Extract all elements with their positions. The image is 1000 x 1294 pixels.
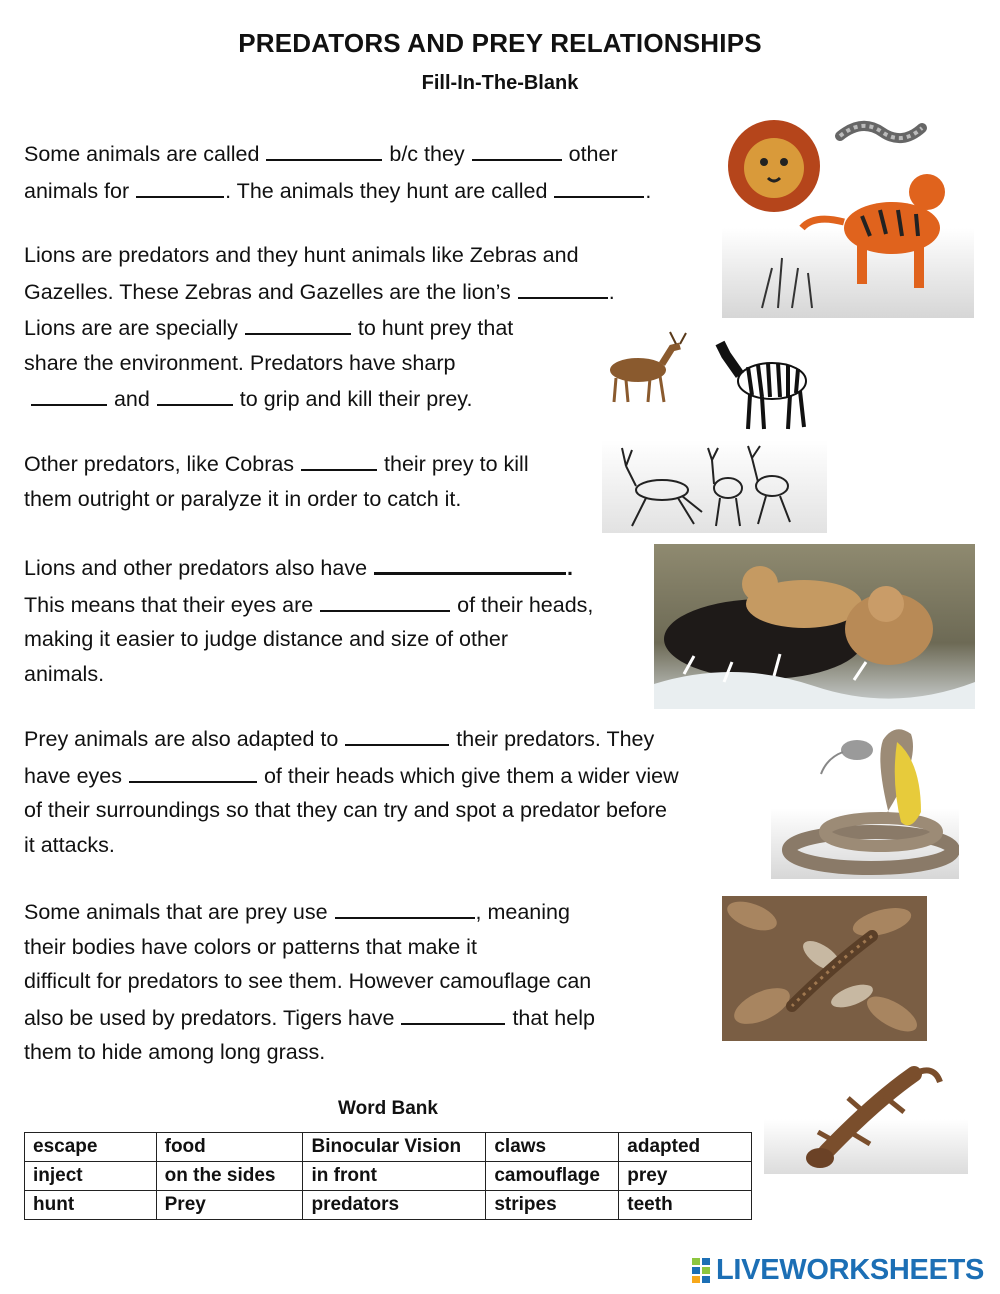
blank-escape[interactable]	[345, 720, 449, 746]
word-bank-title: Word Bank	[338, 1098, 438, 1119]
paragraph-binocular	[24, 548, 593, 691]
text: , meaning	[475, 900, 570, 924]
text: Some animals that are prey use	[24, 900, 334, 924]
text: Lions are are specially	[24, 316, 244, 340]
blank-teeth[interactable]	[31, 380, 107, 406]
word-bank-cell: in front	[303, 1162, 486, 1191]
paragraph-prey-eyes	[24, 720, 679, 862]
text: Other predators, like Cobras	[24, 452, 301, 476]
logo-icon	[692, 1256, 712, 1284]
blank-hunt[interactable]	[472, 135, 562, 161]
word-bank-cell: stripes	[486, 1191, 619, 1220]
paragraph-cobras	[24, 445, 529, 516]
paragraph-intro	[24, 135, 651, 208]
text: their predators. They	[450, 727, 655, 751]
lions-attack-photo	[654, 544, 975, 709]
text: .	[645, 178, 652, 203]
text: and	[107, 387, 156, 411]
text: their prey to kill	[378, 452, 529, 476]
word-bank-cell: hunt	[25, 1191, 157, 1220]
blank-on-the-sides[interactable]	[129, 757, 257, 783]
text: that help	[506, 1005, 595, 1030]
blank-prey[interactable]	[554, 172, 644, 198]
text: Lions and other predators also have	[24, 556, 374, 580]
text: of their heads,	[451, 592, 594, 617]
page-title: PREDATORS AND PREY RELATIONSHIPS	[238, 28, 762, 58]
brand-name: LIVEWORKSHEETS	[716, 1253, 985, 1286]
text: animals.	[24, 661, 105, 686]
text: Some animals are called	[24, 142, 266, 166]
blank-adapted[interactable]	[245, 309, 351, 335]
blank-predators[interactable]	[266, 135, 382, 161]
text: Gazelles. These Zebras and Gazelles are the lion’s	[24, 279, 517, 304]
word-bank-cell: adapted	[619, 1133, 752, 1162]
table-row	[25, 1162, 752, 1191]
lion-tiger-snake-image	[722, 118, 974, 318]
blank-claws[interactable]	[157, 380, 233, 406]
word-bank-cell: on the sides	[156, 1162, 303, 1191]
blank-food[interactable]	[136, 172, 224, 198]
camouflaged-gecko-photo	[722, 896, 927, 1041]
text: difficult for predators to see them. However camouflage can	[24, 969, 592, 993]
text: it attacks.	[24, 832, 115, 857]
text: them to hide among long grass.	[24, 1040, 326, 1064]
word-bank-cell: Prey	[156, 1191, 303, 1220]
gazelle-image	[600, 330, 695, 405]
liveworksheets-logo[interactable]	[692, 1252, 984, 1288]
word-bank-cell: inject	[25, 1162, 157, 1191]
text: Lions are predators and they hunt animals like Zebras and	[24, 243, 579, 267]
paragraph-lions	[24, 238, 615, 417]
table-row	[25, 1133, 752, 1162]
text: to hunt prey that	[351, 316, 514, 340]
word-bank-cell: predators	[303, 1191, 486, 1220]
word-bank-cell: teeth	[619, 1191, 752, 1220]
zebra-image	[712, 333, 824, 433]
gecko-image	[764, 1052, 968, 1174]
page-subtitle: Fill-In-The-Blank	[421, 72, 579, 94]
text: have eyes	[24, 763, 128, 788]
text: them outright or paralyze it in order to catch it.	[24, 486, 462, 511]
word-bank-cell: claws	[486, 1133, 619, 1162]
text: to grip and kill their prey.	[233, 387, 473, 411]
blank-camouflage[interactable]	[335, 893, 475, 919]
blank-inject[interactable]	[301, 445, 377, 471]
text: b/c they	[383, 142, 471, 166]
text: of their heads which give them a wider view	[257, 763, 679, 788]
text: Prey animals are also adapted to	[24, 727, 345, 751]
text: other	[562, 142, 618, 166]
text: . The animals they hunt are called	[225, 178, 554, 203]
text: share the environment. Predators have sharp	[24, 350, 456, 375]
word-bank-cell: prey	[619, 1162, 752, 1191]
text: This means that their eyes are	[24, 592, 320, 617]
text: making it easier to judge distance and size of other	[24, 627, 509, 651]
text: their bodies have colors or patterns that make it	[24, 934, 477, 959]
text: .	[567, 556, 573, 580]
text: of their surroundings so that they can try and spot a predator before	[24, 798, 667, 822]
blank-binocular-vision[interactable]	[374, 548, 566, 575]
word-bank-table	[24, 1132, 752, 1220]
word-bank-cell: food	[156, 1133, 303, 1162]
text: also be used by predators. Tigers have	[24, 1005, 401, 1030]
gazelles-sketch-image	[602, 440, 827, 533]
blank-in-front[interactable]	[320, 586, 450, 612]
cobra-mouse-image	[771, 722, 959, 879]
word-bank-cell: camouflage	[486, 1162, 619, 1191]
blank-stripes[interactable]	[401, 999, 505, 1025]
word-bank-cell: Binocular Vision	[303, 1133, 486, 1162]
paragraph-camouflage	[24, 893, 595, 1070]
text: .	[608, 279, 615, 304]
table-row	[25, 1191, 752, 1220]
text: animals for	[24, 178, 136, 203]
word-bank-cell: escape	[25, 1133, 157, 1162]
blank-prey-2[interactable]	[518, 273, 608, 299]
